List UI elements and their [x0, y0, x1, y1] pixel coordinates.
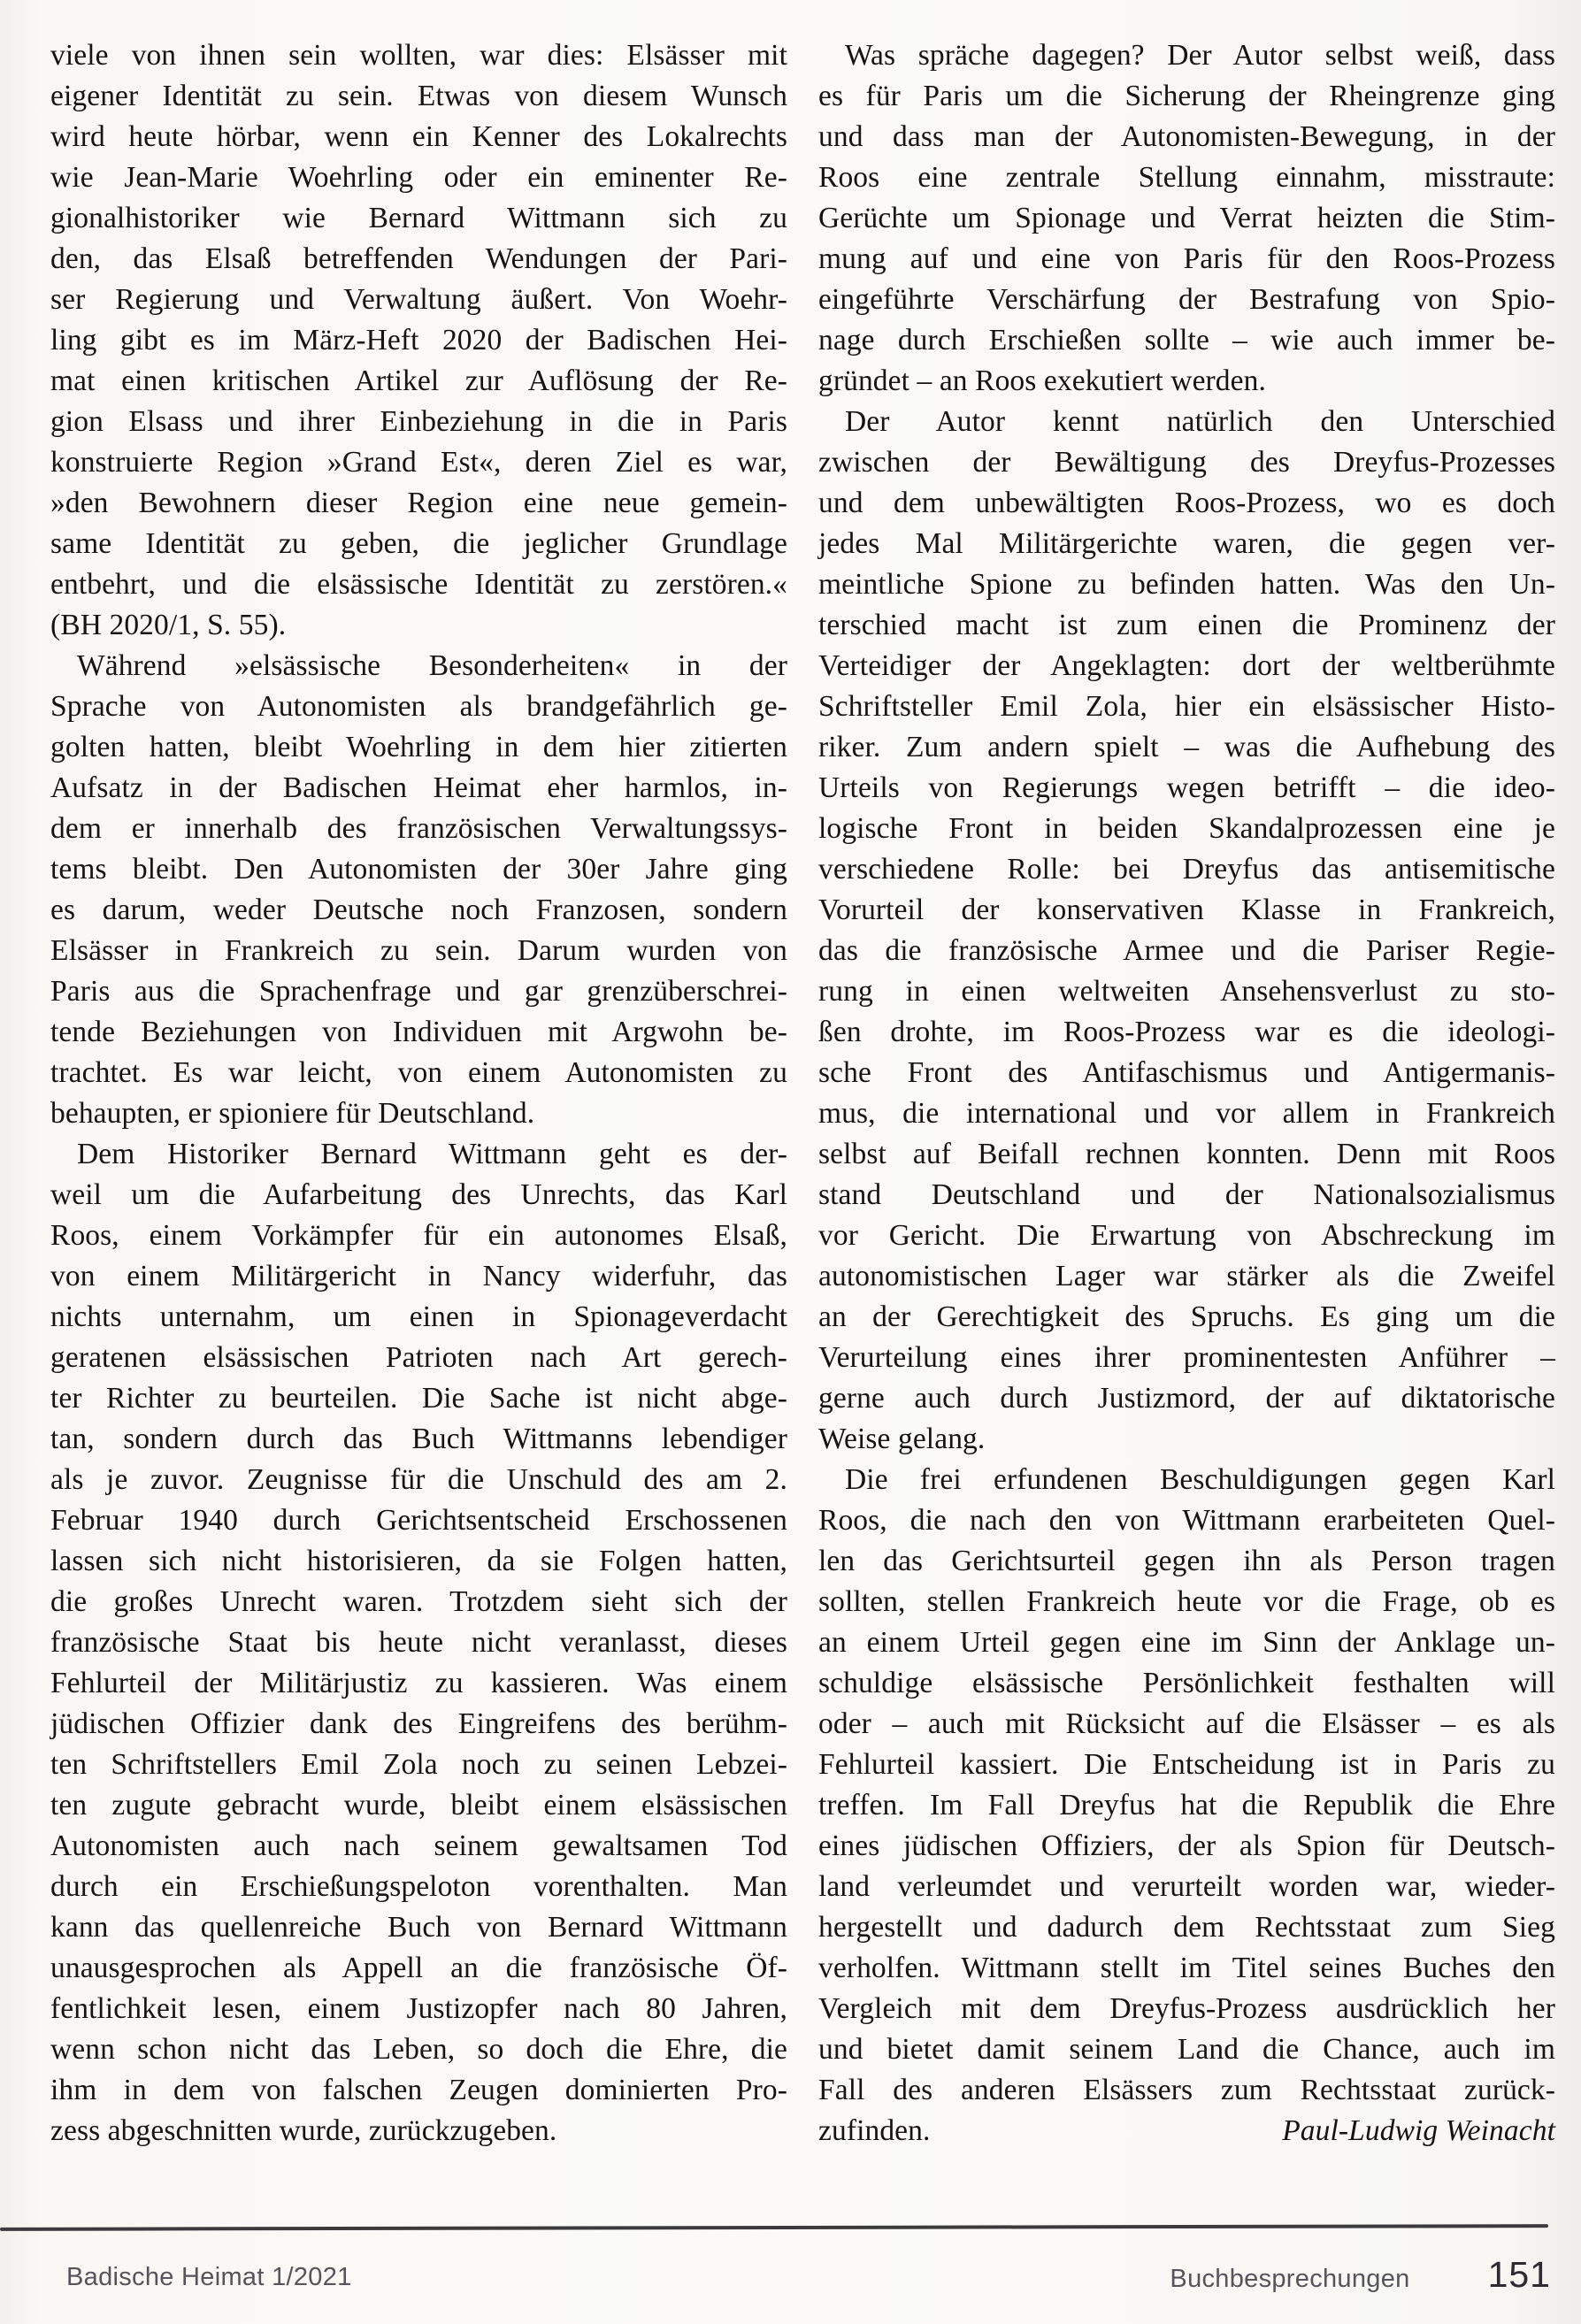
text-line: gion Elsass und ihrer Einbeziehung in die in Paris — [50, 405, 787, 438]
text-line: Während »elsässische Besonderheiten« in der — [77, 649, 787, 682]
text-line: fentlichkeit lesen, einem Justizopfer nach 80 Jahren, — [50, 1992, 787, 2025]
text-line: Paris aus die Sprachenfrage und gar grenzüberschrei- — [50, 975, 787, 1008]
text-line: Fehlurteil kassiert. Die Entscheidung ist in Paris zu — [818, 1748, 1555, 1781]
text-line: Vergleich mit dem Dreyfus-Prozess ausdrücklich her — [818, 1992, 1555, 2025]
text-line: an der Gerechtigkeit des Spruchs. Es ging um die — [818, 1300, 1555, 1333]
text-line: nichts unternahm, um einen in Spionageverdacht — [50, 1300, 787, 1333]
text-line: das die französische Armee und die Pariser Regie- — [818, 934, 1555, 967]
text-line: kann das quellenreiche Buch von Bernard Wittmann — [50, 1911, 787, 1944]
text-line: unausgesprochen als Appell an die französische Öf- — [50, 1952, 787, 1984]
text-line: Vorurteil der konservativen Klasse in Frankreich, — [818, 894, 1555, 926]
text-column-left — [50, 35, 787, 2151]
text-line: terschied macht ist zum einen die Prominenz der — [818, 609, 1555, 641]
text-line: lassen sich nicht historisieren, da sie Folgen hatten, — [50, 1545, 787, 1577]
text-line: als je zuvor. Zeugnisse für die Unschuld des am 2. — [50, 1463, 787, 1496]
text-line: hergestellt und dadurch dem Rechtsstaat zum Sieg — [818, 1911, 1555, 1944]
text-line: land verleumdet und verurteilt worden war, wieder- — [818, 1870, 1555, 1903]
text-line: trachtet. Es war leicht, von einem Autonomisten zu — [50, 1056, 787, 1089]
text-line: ling gibt es im März-Heft 2020 der Badischen Hei- — [50, 324, 787, 357]
text-line: und dem unbewältigten Roos-Prozess, wo es doch — [818, 487, 1555, 519]
text-line: ßen drohte, im Roos-Prozess war es die ideologi- — [818, 1016, 1555, 1048]
text-line: eigener Identität zu sein. Etwas von diesem Wunsch — [50, 80, 787, 112]
text-line: Aufsatz in der Badischen Heimat eher harmlos, in- — [50, 771, 787, 804]
text-line: gionalhistoriker wie Bernard Wittmann sich zu — [50, 202, 787, 234]
text-line: und bietet damit seinem Land die Chance, auch im — [818, 2033, 1555, 2066]
text-line: Roos, die nach den von Wittmann erarbeiteten Quel- — [818, 1504, 1555, 1537]
text-line: Der Autor kennt natürlich den Unterschied — [845, 405, 1555, 438]
footer-section-label: Buchbesprechungen — [1170, 2265, 1410, 2293]
text-line: wenn schon nicht das Leben, so doch die Ehre, die — [50, 2033, 787, 2066]
text-line: Februar 1940 durch Gerichtsentscheid Erschossenen — [50, 1504, 787, 1537]
text-line: die großes Unrecht waren. Trotzdem sieht sich der — [50, 1585, 787, 1618]
text-line: gründet – an Roos exekutiert werden. — [818, 364, 1266, 397]
text-line: geratenen elsässischen Patrioten nach Art gerech- — [50, 1341, 787, 1374]
text-line: es darum, weder Deutsche noch Franzosen, sondern — [50, 894, 787, 926]
text-line: tan, sondern durch das Buch Wittmanns lebendiger — [50, 1423, 787, 1455]
text-line: mung auf und eine von Paris für den Roos-Prozess — [818, 242, 1555, 275]
text-line: riker. Zum andern spielt – was die Aufhebung des — [818, 731, 1555, 763]
text-line: Verteidiger der Angeklagten: dort der weltberühmte — [818, 649, 1555, 682]
text-line: Die frei erfundenen Beschuldigungen gegen Karl — [845, 1463, 1555, 1496]
text-line: vor Gericht. Die Erwartung von Abschreckung im — [818, 1219, 1555, 1252]
text-line: mus, die international und vor allem in Frankreich — [818, 1097, 1555, 1130]
text-line: ihm in dem von falschen Zeugen dominierten Pro- — [50, 2074, 787, 2106]
text-line: ter Richter zu beurteilen. Die Sache ist nicht abge- — [50, 1382, 787, 1415]
text-line: durch ein Erschießungspeloton vorenthalten. Man — [50, 1870, 787, 1903]
text-line: rung in einen weltweiten Ansehensverlust zu sto- — [818, 975, 1555, 1008]
text-line: eines jüdischen Offiziers, der als Spion für Deutsch- — [818, 1829, 1555, 1862]
text-line: den, das Elsaß betreffenden Wendungen der Pari- — [50, 242, 787, 275]
text-line: verholfen. Wittmann stellt im Titel seines Buches den — [818, 1952, 1555, 1984]
text-line: tems bleibt. Den Autonomisten der 30er Jahre ging — [50, 853, 787, 886]
text-line: Weise gelang. — [818, 1423, 986, 1455]
text-line: logische Front in beiden Skandalprozessen eine je — [818, 812, 1555, 845]
text-line: viele von ihnen sein wollten, war dies: Elsässer mit — [50, 39, 787, 72]
text-line: oder – auch mit Rücksicht auf die Elsässer – es als — [818, 1707, 1555, 1740]
footer-journal-title: Badische Heimat 1/2021 — [66, 2263, 352, 2291]
text-line: zess abgeschnitten wurde, zurückzugeben. — [50, 2114, 557, 2147]
text-line: ten Schriftstellers Emil Zola noch zu seinen Lebzei- — [50, 1748, 787, 1781]
text-line: es für Paris um die Sicherung der Rheingrenze ging — [818, 80, 1555, 112]
text-line: stand Deutschland und der Nationalsozialismus — [818, 1178, 1555, 1211]
text-line: ten zugute gebracht wurde, bleibt einem elsässischen — [50, 1789, 787, 1822]
text-line: weil um die Aufarbeitung des Unrechts, das Karl — [50, 1178, 787, 1211]
text-line: Gerüchte um Spionage und Verrat heizten die Stim- — [818, 202, 1555, 234]
footer-right-group — [1170, 2254, 1551, 2296]
paragraph-last-line: zufinden. — [818, 2114, 931, 2147]
text-line: Dem Historiker Bernard Wittmann geht es der- — [77, 1138, 787, 1170]
text-line: französische Staat bis heute nicht veranlasst, dieses — [50, 1626, 787, 1659]
text-line: sche Front des Antifaschismus und Antigermanis- — [818, 1056, 1555, 1089]
text-line: von einem Militärgericht in Nancy widerfuhr, das — [50, 1260, 787, 1292]
text-line: selbst auf Beifall rechnen konnten. Denn mit Roos — [818, 1138, 1555, 1170]
text-line: zwischen der Bewältigung des Dreyfus-Prozesses — [818, 446, 1555, 479]
text-line: Was spräche dagegen? Der Autor selbst weiß, dass — [845, 39, 1555, 72]
text-line: golten hatten, bleibt Woehrling in dem hier zitierten — [50, 731, 787, 763]
text-line: dem er innerhalb des französischen Verwaltungssys- — [50, 812, 787, 845]
text-line: eingeführte Verschärfung der Bestrafung von Spio- — [818, 283, 1555, 316]
page-number: 151 — [1487, 2254, 1551, 2295]
text-line: wird heute hörbar, wenn ein Kenner des Lokalrechts — [50, 120, 787, 153]
text-line: ser Regierung und Verwaltung äußert. Von Woehr- — [50, 283, 787, 316]
text-line: len das Gerichtsurteil gegen ihn als Person tragen — [818, 1545, 1555, 1577]
text-line: Roos, einem Vorkämpfer für ein autonomes Elsaß, — [50, 1219, 787, 1252]
text-line: Fehlurteil der Militärjustiz zu kassieren. Was einem — [50, 1667, 787, 1699]
text-line: same Identität zu geben, die jeglicher Grundlage — [50, 527, 787, 560]
text-line: mat einen kritischen Artikel zur Auflösung der Re- — [50, 364, 787, 397]
text-line: verschiedene Rolle: bei Dreyfus das antisemitische — [818, 853, 1555, 886]
text-line: meintliche Spione zu befinden hatten. Was den Un- — [818, 568, 1555, 601]
author-signature: Paul-Ludwig Weinacht — [1282, 2114, 1555, 2147]
text-line: treffen. Im Fall Dreyfus hat die Republik die Ehre — [818, 1789, 1555, 1822]
text-line: Verurteilung eines ihrer prominentesten Anführer – — [818, 1341, 1555, 1374]
text-line: Elsässer in Frankreich zu sein. Darum wurden von — [50, 934, 787, 967]
text-line: Roos eine zentrale Stellung einnahm, misstraute: — [818, 161, 1555, 194]
text-line: wie Jean-Marie Woehrling oder ein eminenter Re- — [50, 161, 787, 194]
text-line: jedes Mal Militärgerichte waren, die gegen ver- — [818, 527, 1555, 560]
text-line — [818, 2111, 1555, 2151]
text-line: schuldige elsässische Persönlichkeit festhalten will — [818, 1667, 1555, 1699]
text-line: Fall des anderen Elsässers zum Rechtsstaat zurück- — [818, 2074, 1555, 2106]
text-line: (BH 2020/1, S. 55). — [50, 609, 287, 641]
text-line: autonomistischen Lager war stärker als die Zweifel — [818, 1260, 1555, 1292]
text-line: Sprache von Autonomisten als brandgefährlich ge- — [50, 690, 787, 723]
text-column-right — [818, 35, 1555, 2151]
text-line: entbehrt, und die elsässische Identität zu zerstören.« — [50, 568, 787, 601]
text-line: Autonomisten auch nach seinem gewaltsamen Tod — [50, 1829, 787, 1862]
text-line: Schriftsteller Emil Zola, hier ein elsässischer Histo- — [818, 690, 1555, 723]
text-line: an einem Urteil gegen eine im Sinn der Anklage un- — [818, 1626, 1555, 1659]
text-line: sollten, stellen Frankreich heute vor die Frage, ob es — [818, 1585, 1555, 1618]
text-line: tende Beziehungen von Individuen mit Argwohn be- — [50, 1016, 787, 1048]
footer-divider-rule — [0, 2224, 1548, 2231]
text-line: behaupten, er spioniere für Deutschland. — [50, 1097, 535, 1130]
text-line: gerne auch durch Justizmord, der auf diktatorische — [818, 1382, 1555, 1415]
text-line: konstruierte Region »Grand Est«, deren Ziel es war, — [50, 446, 787, 479]
text-line: und dass man der Autonomisten-Bewegung, in der — [818, 120, 1555, 153]
text-line: jüdischen Offizier dank des Eingreifens des berühm- — [50, 1707, 787, 1740]
text-line: Urteils von Regierungs wegen betrifft – die ideo- — [818, 771, 1555, 804]
text-line: nage durch Erschießen sollte – wie auch immer be- — [818, 324, 1555, 357]
text-line: »den Bewohnern dieser Region eine neue gemein- — [50, 487, 787, 519]
